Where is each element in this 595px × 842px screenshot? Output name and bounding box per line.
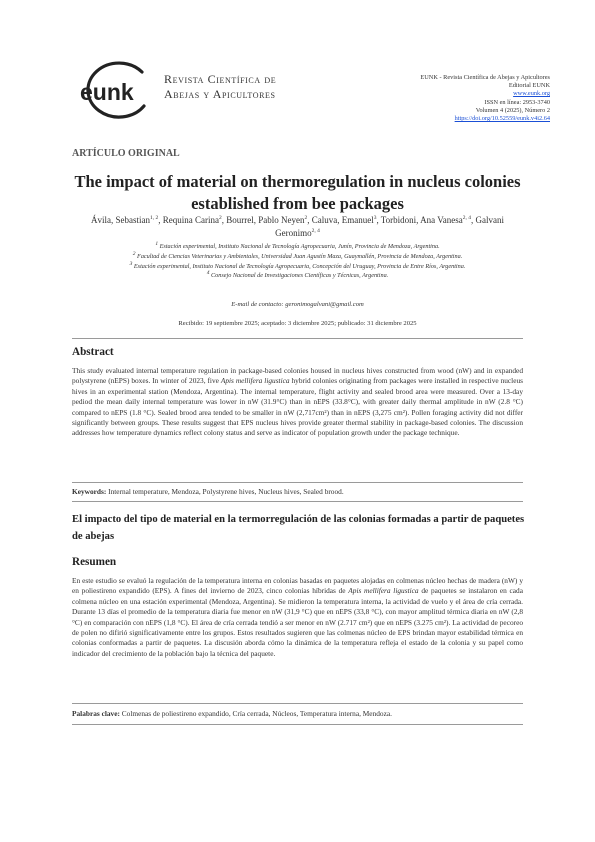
resumen-text-part1: En este estudio se evaluó la regulación de la temperatura interna en colonias basadas en paquetes alojadas en colmenas núcleo hechas de madera (nW) y en poliestireno expandido (EPS). A fines del invierno de 2023, cinco colonias híbridas de (72, 576, 523, 596)
eunk-logo (70, 60, 160, 122)
journal-name (164, 72, 276, 102)
author-name: Galvani Geronimo (275, 215, 504, 238)
author-affiliation-marker: 1, 2 (150, 215, 159, 221)
affiliation (75, 252, 520, 262)
palabras-clave-label: Palabras clave: (72, 709, 120, 718)
author-separator: , (471, 215, 476, 225)
abstract-text-part1: This study evaluated internal temperature regulation in package-based colonies housed in nucleus hives constructed from wood (nW) and in expanded polystyrene (nEPS) boxes. In winter of 2023, five (72, 366, 523, 386)
palabras-clave (72, 709, 523, 718)
author-affiliation-marker: 2 (218, 215, 222, 221)
abstract-text (72, 366, 523, 439)
journal-website-link[interactable]: www.eunk.org (513, 90, 550, 98)
volume-issue: Volumen 4 (2025), Número 2 (475, 106, 550, 114)
author-separator: , (158, 215, 163, 225)
affiliation (75, 262, 520, 272)
palabras-clave-text: Colmenas de poliestireno expandido, Cría cerrada, Núcleos, Temperatura interna, Mendoza. (119, 709, 392, 718)
author-name: Caluva, Emanuel (311, 215, 374, 225)
affiliation (75, 271, 520, 281)
author-affiliation-marker: 2, 4 (311, 228, 320, 234)
affiliation-text: Facultad de Ciencias Veterinarias y Ambientales, Universidad Juan Agustín Maza, Guaymallén, Provincia de Mendoza, Argentina. (137, 252, 463, 260)
affiliation-number: 3 (129, 260, 133, 267)
resumen-species: Apis mellifera ligustica (348, 586, 419, 596)
author-name: Bourrel, Pablo Neyen (226, 215, 305, 225)
divider (72, 338, 523, 339)
publication-info-journal: EUNK - Revista Científica de Abejas y Apicultores (420, 74, 550, 81)
author-name: Torbidoni, Ana Vanesa (380, 215, 463, 225)
author-name: Requina Carina (162, 215, 219, 225)
affiliation-text: Consejo Nacional de Investigaciones Científicas y Técnicas, Argentina. (211, 272, 389, 280)
resumen-text-part2: de paquetes se instalaron en cada colmena núcleo en una estación experimental (Mendoza, Argentina). Se midieron la temperatura interna, la actividad de vuelo y el área de cría cerrada. Durante 13 días el promedio de la temperatura diaria fue menor en nW (31,9 °C) que en nEPS (33,8 °C), con mayor amplitud térmica diaria en nW (2,8 °C) en comparación con nEPS (1,8 °C). El área de cría cerrada tendió a ser menor en nW (2.717 cm²) que en nEPS (3.275 cm²). La actividad de pecoreo de polen no difirió significativamente entre los grupos. Estos resultados sugieren que las colmenas núcleo de EPS brindan mayor estabilidad térmica en colonias conformadas a partir de paquetes. La discusión aborda cómo la dinámica de la temperatura refleja el estado de la colonia y su papel como indicador del crecimiento de la población bajo la técnica del paquete. (72, 586, 523, 658)
divider (72, 482, 523, 483)
issn: ISSN en línea: 2953-3740 (484, 98, 550, 106)
abstract-heading: Abstract (72, 346, 114, 358)
publication-info (330, 74, 550, 123)
keywords-label: Keywords: (72, 487, 107, 496)
affiliation-number: 1 (155, 240, 159, 247)
affiliations (75, 242, 520, 281)
keywords (72, 487, 523, 496)
divider (72, 724, 523, 725)
divider (72, 501, 523, 502)
journal-name-line2: Abejas y Apicultores (164, 87, 276, 101)
affiliation-number: 4 (206, 270, 210, 277)
resumen-text (72, 576, 523, 659)
journal-name-line1: Revista Científica de (164, 72, 277, 86)
author-separator: , (221, 215, 227, 225)
abstract-species: Apis mellifera ligustica (220, 376, 290, 386)
affiliation-text: Estación experimental, Instituto Nacional de Tecnología Agropecuaria, Junín, Provincia de Mendoza, Argentina. (159, 243, 440, 250)
author-separator: , (307, 215, 312, 225)
affiliation (75, 242, 520, 252)
article-title: The impact of material on thermoregulation in nucleus colonies established from bee packages (74, 172, 521, 213)
spanish-title: El impacto del tipo de material en la termorregulación de las colonias formadas a partir de paquetes de abejas (72, 514, 525, 542)
author-name: Ávila, Sebastian (91, 215, 150, 225)
publication-dates: Recibido: 19 septiembre 2025; aceptado: 3 diciembre 2025; publicado: 31 diciembre 2025 (178, 320, 417, 327)
author-affiliation-marker: 2, 4 (462, 215, 471, 221)
author-affiliation-marker: 2 (304, 215, 308, 221)
affiliation-number: 2 (132, 250, 136, 257)
author-list (80, 214, 515, 240)
contact-email: E-mail de contacto: geronimogalvani@gmail.com (231, 301, 364, 308)
section-label: ARTÍCULO ORIGINAL (72, 148, 180, 159)
doi-link[interactable]: https://doi.org/10.52559/eunk.v4i2.64 (454, 115, 550, 123)
author-affiliation-marker: 3 (373, 215, 377, 221)
affiliation-text: Estación experimental, Instituto Nacional de Tecnología Agropecuaria, Concepción del Uruguay, Provincia de Entre Ríos, Argentina. (133, 262, 466, 270)
resumen-heading: Resumen (72, 556, 117, 568)
publication-info-publisher: Editorial EUNK (508, 82, 550, 90)
divider (72, 703, 523, 704)
abstract-text-part2: hybrid colonies originating from packages were installed in respective nucleus hives in an experimental station (Mendoza, Argentina). The internal temperature, flight activity and sealed brood area were measured. Over a 13-day pediod the mean daily internal temperature was lower in nW (31.9°C) than in nEPS (33.8°C), with greater daily thermal amplitude in nW (2.8 °C) compared to nEPS (1.8 °C). Sealed brood area tended to be smaller in nW (2,717cm²) than in nEPS (3,275 cm²). Pollen foraging activity did not differ significantly between groups. These results suggest that EPS nucleus hives provide greater thermal stability in package-based colonies. The discussion addresses how temperature dynamics reflect colony status and serve as indicator of population growth under the package technique. (72, 376, 524, 438)
logo-text: eunk (80, 79, 134, 105)
author-separator: , (376, 215, 381, 225)
keywords-text: Internal temperature, Mendoza, Polystyrene hives, Nucleus hives, Sealed brood. (106, 487, 344, 496)
